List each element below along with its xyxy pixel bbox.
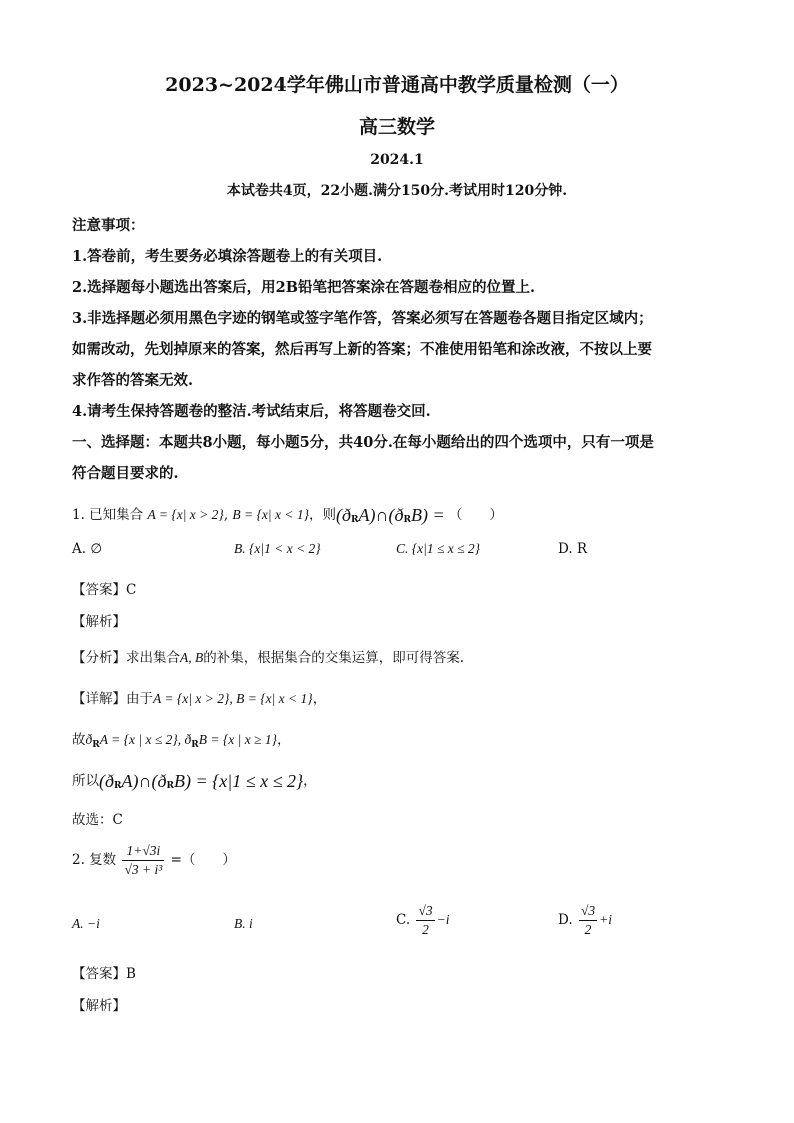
q1-step3-c: B) = {x|1 ≤ x ≤ 2}	[173, 771, 304, 791]
q2-analysis-label: 【解析】	[72, 998, 126, 1014]
q1-expr-b: B) =	[410, 505, 445, 525]
q2-option-c-label: C.	[396, 912, 411, 928]
q1-fenxi-line	[72, 646, 464, 666]
q1-option-d: D. R	[558, 541, 588, 557]
q1-analysis-label: 【解析】	[72, 614, 126, 630]
q1-step3-sub-1: R	[114, 781, 122, 791]
q1-step3-b: A)∩(ð	[121, 771, 167, 791]
q1-detail-end: ，	[312, 691, 327, 707]
q1-step3-a: (ð	[99, 771, 114, 791]
q2-answer: B	[126, 966, 136, 982]
exam-title: 2023~2024学年佛山市普通高中教学质量检测（一）	[165, 74, 629, 96]
q1-option-c: C. {x|1 ≤ x ≤ 2}	[396, 541, 481, 556]
q2-option-d-num: √3	[579, 902, 597, 921]
q1-detail-label: 【详解】	[72, 691, 126, 707]
q2-option-c-tail: −i	[436, 912, 450, 927]
q1-comma: ,	[223, 507, 229, 523]
q2-denominator: √3 + i³	[124, 862, 163, 877]
q2-answer-label: 【答案】	[72, 966, 126, 982]
q2-option-d	[558, 902, 612, 939]
q2-option-a: A. −i	[72, 916, 100, 931]
exam-subject: 高三数学	[358, 116, 435, 138]
q1-option-a: A. ∅	[72, 541, 103, 557]
q1-fenxi-text: 求出集合	[126, 650, 180, 666]
q1-option-b: B. {x|1 < x < 2}	[234, 541, 321, 556]
q1-expr-open: (ð	[336, 505, 351, 525]
q2-option-d-fraction	[579, 902, 597, 939]
q1-fenxi-vars: A, B	[180, 650, 204, 665]
q1-detail-text: 由于	[126, 691, 153, 707]
q1-detail-math: A = {x| x > 2}, B = {x| x < 1}	[153, 691, 313, 706]
q1-set-a: A = {x| x > 2}	[147, 507, 224, 522]
q1-fenxi-label: 【分析】	[72, 650, 126, 666]
note-3-line-3: 求作答的答案无效.	[72, 372, 194, 389]
q1-step3-prefix: 所以	[72, 773, 99, 789]
q1-expr-a: A)∩(ð	[358, 505, 404, 525]
q1-answer-label: 【答案】	[72, 582, 126, 598]
exam-date: 2024.1	[370, 152, 424, 168]
q2-eq: =（ ）	[170, 852, 236, 868]
note-2: 2.选择题每小题选出答案后，用2B铅笔把答案涂在答题卷相应的位置上.	[72, 279, 536, 296]
q1-step3-sub-2: R	[166, 781, 174, 791]
q1-step2-end: ，	[277, 732, 291, 748]
q1-sub-r-1: R	[351, 515, 359, 525]
section-1-line-2: 符合题目要求的.	[72, 465, 179, 482]
question-2-stem	[72, 842, 236, 879]
q2-option-c-den: 2	[422, 922, 429, 937]
q1-detail-line	[72, 687, 326, 707]
note-3-line-2: 如需改动，先划掉原来的答案，然后再写上新的答案；不准使用铅笔和涂改液，不按以上要	[72, 341, 652, 358]
q1-sub-r-2: R	[403, 515, 411, 525]
q2-option-c	[396, 902, 449, 939]
q2-option-d-tail: +i	[599, 912, 612, 927]
q2-prefix: 2. 复数	[72, 852, 117, 868]
q2-option-c-fraction	[416, 902, 434, 939]
q2-fraction	[122, 842, 164, 879]
q1-step2-sub-2: R	[191, 740, 199, 750]
q2-answer-line	[72, 962, 136, 982]
q1-step2-sub-1: R	[92, 740, 100, 750]
q1-step2-c: B = {x | x ≥ 1}	[198, 732, 277, 747]
q1-step2-a: ð	[85, 732, 93, 747]
note-4: 4.请考生保持答题卷的整洁.考试结束后，将答题卷交回.	[72, 403, 431, 420]
notes-heading: 注意事项：	[72, 217, 145, 234]
q1-prefix: 1. 已知集合	[72, 507, 144, 523]
q2-option-c-num: √3	[416, 902, 434, 921]
q1-paren: （ ）	[448, 507, 503, 523]
q2-option-d-den: 2	[584, 922, 592, 937]
q1-step-2	[72, 728, 291, 750]
q1-answer-line	[72, 578, 136, 598]
q1-step2-prefix: 故	[72, 732, 86, 748]
note-3-line-1: 3.非选择题必须用黑色字迹的钢笔或签字笔作答，答案必须写在答题卷各题目指定区域内；	[72, 310, 653, 327]
q2-numerator: 1+√3i	[122, 842, 164, 861]
question-1-stem	[72, 503, 503, 526]
exam-summary: 本试卷共4页，22小题.满分150分.考试用时120分钟.	[226, 183, 568, 199]
note-1: 1.答卷前，考生要务必填涂答题卷上的有关项目.	[72, 248, 383, 265]
q1-step3-end: ，	[303, 773, 317, 789]
q1-step-3	[72, 769, 317, 792]
q1-choose: 故选：C	[72, 812, 123, 828]
q1-then: ，则	[309, 507, 336, 523]
q1-step2-b: A = {x | x ≤ 2}, ð	[99, 732, 192, 747]
q1-fenxi-rest: 的补集，根据集合的交集运算，即可得答案.	[203, 650, 465, 666]
section-1-line-1: 一、选择题：本题共8小题，每小题5分，共40分.在每小题给出的四个选项中，只有一项是	[72, 434, 654, 451]
q2-option-b: B. i	[234, 916, 253, 931]
q2-option-d-label: D.	[558, 912, 573, 928]
q1-set-b: B = {x| x < 1}	[232, 507, 309, 522]
q1-answer: C	[126, 582, 137, 598]
